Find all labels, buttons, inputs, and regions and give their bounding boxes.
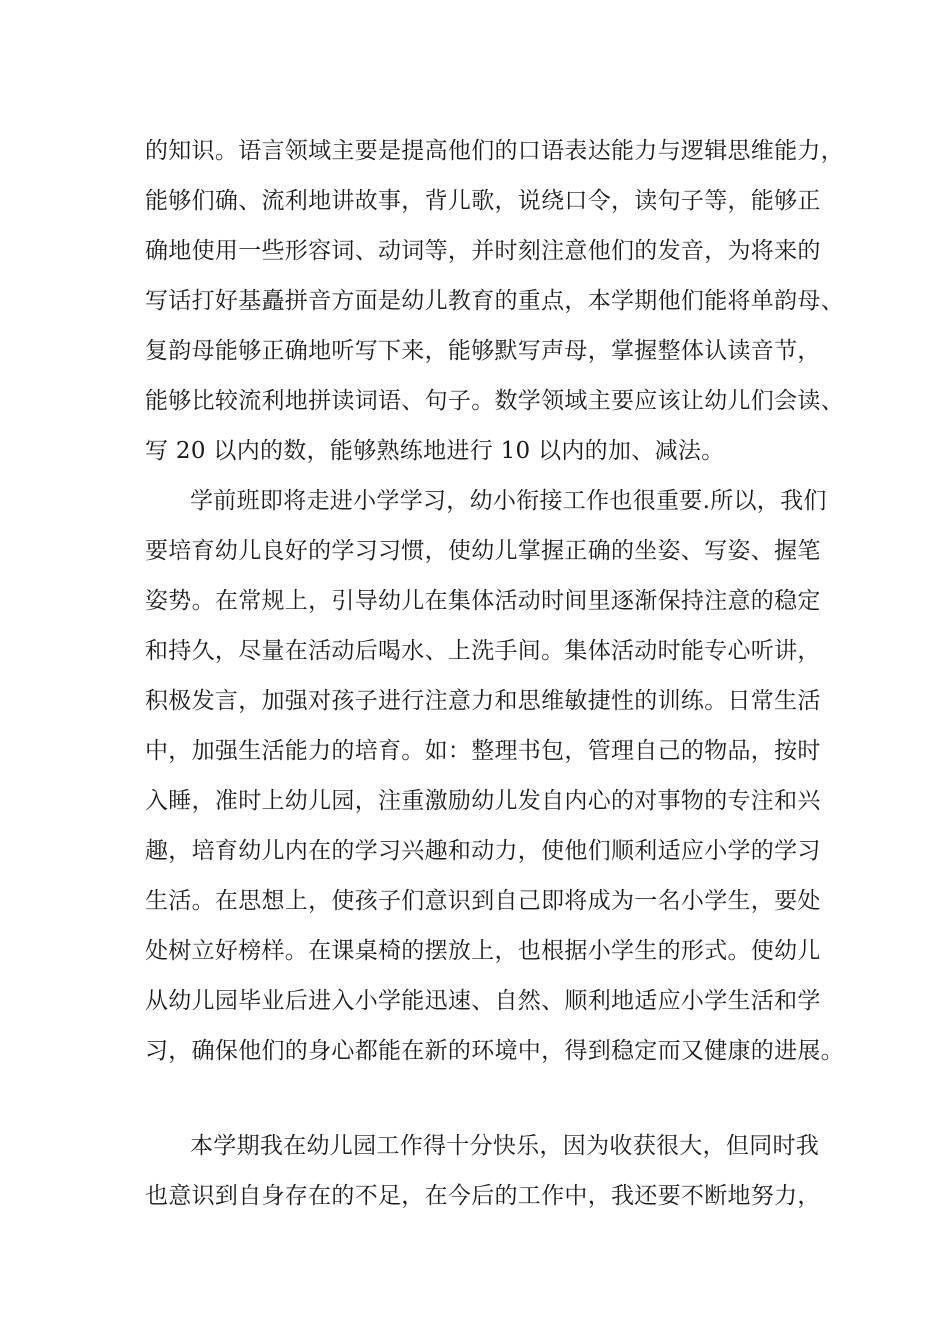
text-line: 要培育幼儿良好的学习习惯，使幼儿掌握正确的坐姿、写姿、握笔 — [145, 538, 821, 564]
text-line: 写 20 以内的数，能够熟练地进行 10 以内的加、减法。 — [145, 438, 725, 464]
text-line: 能够们确、流利地讲故事，背儿歌，说绕口令，读句子等，能够正 — [145, 188, 821, 214]
text-line: 积极发言，加强对孩子进行注意力和思维敏捷性的训练。日常生活 — [145, 688, 821, 714]
text-line: 趣，培育幼儿内在的学习兴趣和动力，使他们顺利适应小学的学习 — [145, 838, 821, 864]
text-line: 从幼儿园毕业后进入小学能迅速、自然、顺利地适应小学生活和学 — [145, 988, 821, 1014]
text-line: 和持久，尽量在活动后喝水、上洗手间。集体活动时能专心听讲， — [145, 638, 821, 664]
text-line: 也意识到自身存在的不足，在今后的工作中，我还要不断地努力， — [145, 1183, 821, 1209]
paragraph-first-line: 本学期我在幼儿园工作得十分快乐，因为收获很大，但同时我 — [190, 1133, 820, 1159]
text-line: 中，加强生活能力的培育。如：整理书包，管理自己的物品，按时 — [145, 738, 821, 764]
text-line: 写话打好基矗拼音方面是幼儿教育的重点，本学期他们能将单韵母、 — [145, 288, 844, 314]
text-line: 处树立好榜样。在课桌椅的摆放上，也根据小学生的形式。使幼儿 — [145, 938, 821, 964]
text-line: 确地使用一些形容词、动词等，并时刻注意他们的发音，为将来的 — [145, 238, 821, 264]
text-line: 习，确保他们的身心都能在新的环境中，得到稳定而又健康的进展。 — [145, 1038, 844, 1064]
text-line: 的知识。语言领域主要是提高他们的口语表达能力与逻辑思维能力， — [145, 138, 844, 164]
text-line: 生活。在思想上，使孩子们意识到自己即将成为一名小学生，要处 — [145, 888, 821, 914]
text-line: 入睡，准时上幼儿园，注重激励幼儿发自内心的对事物的专注和兴 — [145, 788, 821, 814]
text-line: 姿势。在常规上，引导幼儿在集体活动时间里逐渐保持注意的稳定 — [145, 588, 821, 614]
paragraph-first-line: 学前班即将走进小学学习，幼小衔接工作也很重要.所以，我们 — [190, 488, 827, 514]
text-line: 复韵母能够正确地听写下来，能够默写声母，掌握整体认读音节， — [145, 338, 821, 364]
text-line: 能够比较流利地拼读词语、句子。数学领域主要应该让幼儿们会读、 — [145, 388, 844, 414]
